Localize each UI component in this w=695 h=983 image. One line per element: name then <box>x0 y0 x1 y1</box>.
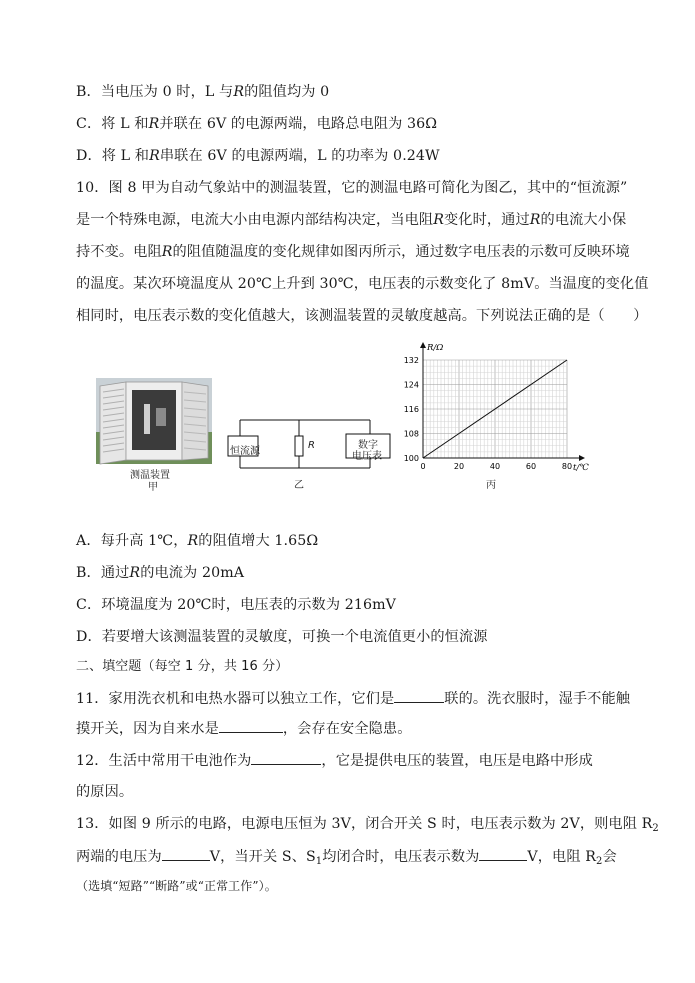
subscript: 1 <box>315 856 323 867</box>
text: 的电流大小保 <box>540 212 627 228</box>
q9-option-b <box>76 82 329 102</box>
text: 11．家用洗衣机和电热水器可以独立工作，它们是 <box>76 691 395 707</box>
q13-line-3: （选填“短路”“断路”或“正常工作”）。 <box>76 879 277 893</box>
var-r: R <box>187 533 199 549</box>
answer-blank[interactable] <box>162 846 210 861</box>
text: V，当开关 S、S <box>209 849 316 865</box>
text: 两端的电压为 <box>76 849 162 865</box>
figure-jia <box>96 378 212 493</box>
q13-line-1 <box>76 814 659 839</box>
resistor-label: R <box>308 440 315 451</box>
y-tick-label: 124 <box>403 380 419 390</box>
text: 是一个特殊电源，电流大小由电源内部结构决定，当电阻 <box>76 212 434 228</box>
var-r: R <box>529 212 541 228</box>
text: 均闭合时，电压表示数为 <box>322 849 480 865</box>
answer-blank[interactable] <box>479 846 527 861</box>
q10-line-3 <box>76 242 630 262</box>
text: 13．如图 9 所示的电路，电源电压恒为 3V，闭合开关 S 时，电压表示数为 2V，则电阻 R <box>76 816 653 832</box>
q13-line-2 <box>76 846 617 872</box>
text: 会 <box>602 849 617 865</box>
var-r: R <box>148 116 160 132</box>
r-t-chart <box>395 330 605 490</box>
var-r: R <box>149 148 160 164</box>
text: ，它是提供电压的装置，电压是电路中形成 <box>321 753 593 769</box>
x-tick-label: 0 <box>420 462 426 471</box>
x-axis-arrow <box>579 455 585 461</box>
q10-line-4: 的温度。某次环境温度从 20℃上升到 30℃，电压表的示数变化了 8mV。当温度的变化值 <box>76 276 649 292</box>
figure-bing-caption: 丙 <box>486 480 496 491</box>
text: 变化时，通过 <box>444 212 530 228</box>
text: 摸开关，因为自来水是 <box>76 721 219 737</box>
q10-option-d: D．若要增大该测温装置的灵敏度，可换一个电流值更小的恒流源 <box>76 629 488 645</box>
q9-option-d <box>76 146 440 166</box>
y-axis-arrow <box>420 342 426 348</box>
y-axis-label: R/Ω <box>427 343 444 353</box>
option-text: B．当电压为 0 时，L 与 <box>76 84 234 100</box>
option-text: 串联在 6V 的电源两端，L 的功率为 0.24W <box>159 148 440 164</box>
figure-jia-caption: 甲 <box>148 482 158 493</box>
text: V，电阻 R <box>527 849 597 865</box>
text: 联的。洗衣服时，湿手不能触 <box>444 691 631 707</box>
q11-line-2 <box>76 718 411 739</box>
q12-line-1 <box>76 750 593 771</box>
option-text: D．将 L 和 <box>76 148 150 164</box>
current-source-label: 恒流源 <box>230 446 260 457</box>
x-tick-label: 20 <box>453 462 465 471</box>
text: 的阻值随温度的变化规律如图丙所示，通过数字电压表的示数可反映环境 <box>172 244 630 260</box>
x-tick-label: 60 <box>525 462 537 471</box>
option-text: A．每升高 1℃， <box>76 533 188 549</box>
figure-yi-caption: 乙 <box>294 480 304 491</box>
q9-option-c <box>76 114 437 134</box>
option-text: 的阻值增大 1.65Ω <box>198 533 319 549</box>
q11-line-1 <box>76 688 630 709</box>
subscript: 2 <box>652 823 659 834</box>
q10-line-2 <box>76 210 626 230</box>
option-text: 的电流为 20mA <box>140 565 245 581</box>
x-tick-label: 80 <box>561 462 573 471</box>
option-text: B．通过 <box>76 565 130 581</box>
x-tick-label: 40 <box>489 462 501 471</box>
option-text: 并联在 6V 的电源两端，电路总电阻为 36Ω <box>159 116 438 132</box>
q10-option-a <box>76 531 318 551</box>
answer-blank[interactable] <box>394 688 444 703</box>
figure-jia-label: 测温装置 <box>130 470 170 481</box>
subscript: 2 <box>596 856 603 867</box>
text: ，会存在安全隐患。 <box>282 721 412 737</box>
q10-option-b <box>76 563 244 583</box>
var-r: R <box>433 212 444 228</box>
answer-blank[interactable] <box>251 750 321 765</box>
answer-blank[interactable] <box>219 718 283 733</box>
figure-yi <box>226 412 394 492</box>
option-text: 的阻值均为 0 <box>244 84 330 100</box>
option-text: C．将 L 和 <box>76 116 149 132</box>
voltmeter-label-1: 数字 <box>358 440 378 451</box>
q10-line-5: 相同时，电压表示数的变化值越大，该测温装置的灵敏度越高。下列说法正确的是（ ） <box>76 308 648 324</box>
y-tick-label: 132 <box>403 356 419 365</box>
var-r: R <box>161 244 173 260</box>
y-tick-label: 108 <box>403 429 419 439</box>
var-r: R <box>129 565 141 581</box>
section-heading: 二、填空题（每空 1 分，共 16 分） <box>76 659 289 674</box>
q12-line-2: 的原因。 <box>76 784 134 800</box>
figure-bing <box>395 330 605 490</box>
x-axis-label: t/℃ <box>573 463 589 473</box>
text: 持不变。电阻 <box>76 244 162 260</box>
q10-line-1: 10．图 8 甲为自动气象站中的测温装置，它的测温电路可简化为图乙，其中的“恒流源” <box>76 180 628 196</box>
var-r: R <box>233 84 245 100</box>
y-tick-label: 116 <box>403 405 419 414</box>
q10-option-c: C．环境温度为 20℃时，电压表的示数为 216mV <box>76 597 396 613</box>
y-tick-label: 100 <box>403 454 419 463</box>
voltmeter-label-2: 电压表 <box>352 451 382 462</box>
text: 12．生活中常用干电池作为 <box>76 753 252 769</box>
